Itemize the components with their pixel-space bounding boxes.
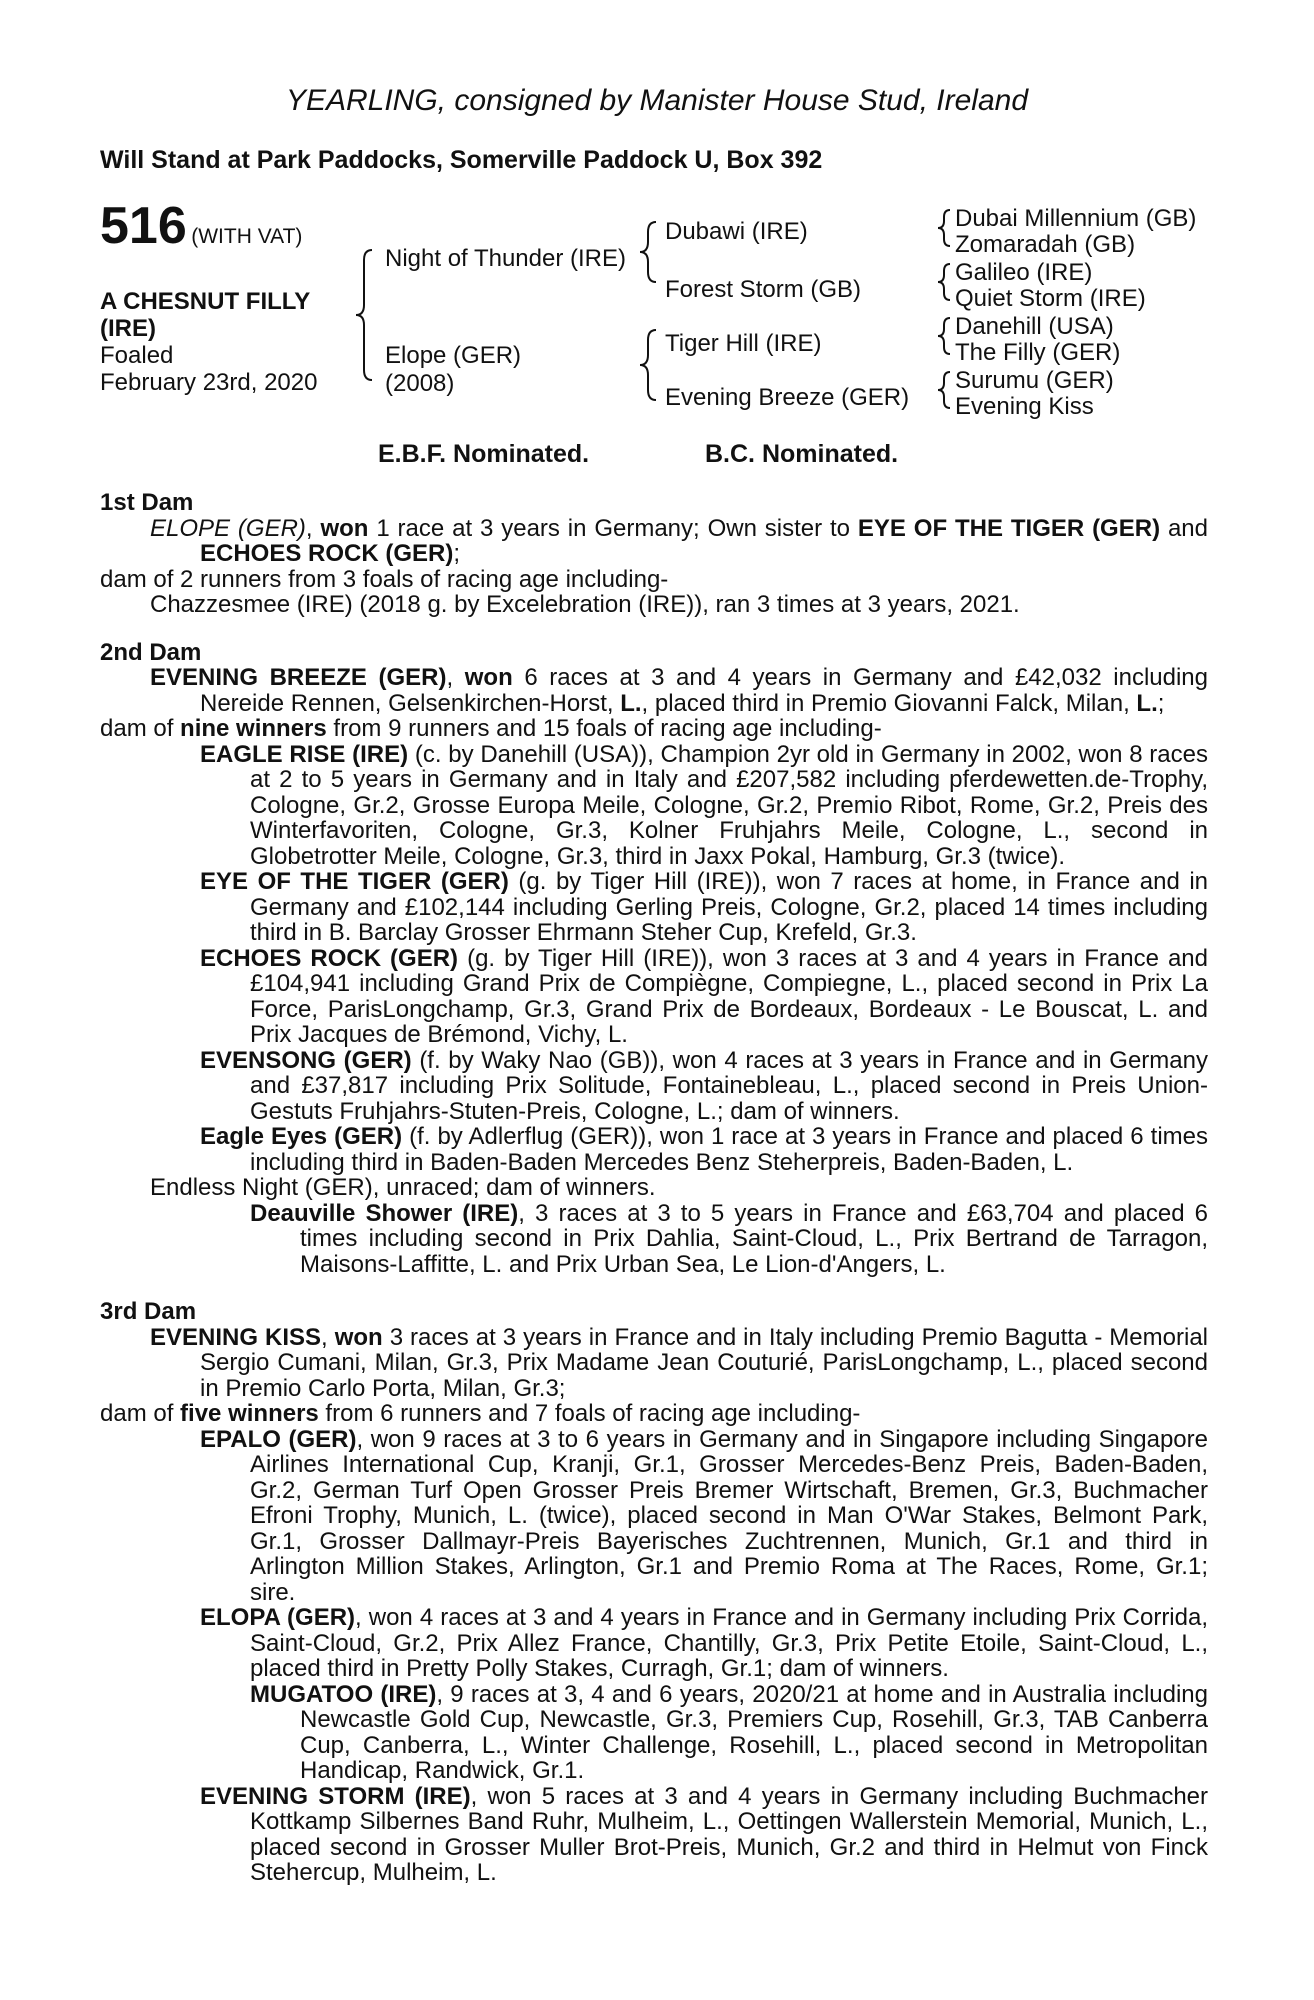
dam-year: (2008)	[385, 370, 455, 397]
produce-endless-night: Endless Night (GER), unraced; dam of winners.	[150, 1174, 656, 1201]
brace-ds	[938, 318, 950, 354]
first-dam-produce: dam of 2 runners from 3 foals of racing age including-	[100, 565, 669, 593]
brace-dd	[938, 372, 950, 408]
ssd: Zomaradah (GB)	[955, 231, 1136, 258]
produce-eagle-rise: EAGLE RISE (IRE) (c. by Danehill (USA)), Champion 2yr old in Germany in 2002, won 8 races at 2 to 5 years in Germany and in Italy and £207,582 including pferdewetten.de-Trophy, Cologne, Gr.2, Grosse Europa Meile, Cologne, Gr.2, Premio Ribot, Rome, Gr.2, Preis des Winterfavoriten, Cologne, Gr.3, Kolner Fruhjahrs Meile, Cologne, L., second in Globetrotter Meile, Cologne, Gr.3, third in Jaxx Pokal, Hamburg, Gr.3 (twice).	[200, 740, 1208, 870]
dds: Surumu (GER)	[955, 367, 1114, 394]
sire: Night of Thunder (IRE)	[385, 245, 626, 272]
brace-gen1	[356, 250, 372, 380]
second-dam-entry: EVENING BREEZE (GER), won 6 races at 3 and 4 years in Germany and £42,032 including Nereide Rennen, Gelsenkirchen-Horst, L., placed third in Premio Giovanni Falck, Milan, L.;	[150, 664, 1209, 717]
lot-number: 516	[100, 197, 187, 255]
dsd: The Filly (GER)	[955, 339, 1121, 366]
brace-ss	[938, 210, 950, 246]
dam-sire: Tiger Hill (IRE)	[665, 330, 822, 357]
bc-nominated: B.C. Nominated.	[705, 440, 899, 468]
brace-sire	[640, 222, 656, 282]
family-notes	[100, 490, 1208, 1886]
lot-desc-line2: (IRE)	[100, 315, 156, 342]
sss: Dubai Millennium (GB)	[955, 205, 1197, 232]
dam: Elope (GER)	[385, 342, 522, 369]
second-dam-produce: dam of nine winners from 9 runners and 15 foals of racing age including-	[100, 715, 882, 742]
sire-sire: Dubawi (IRE)	[665, 218, 808, 245]
produce-evening-storm: EVENING STORM (IRE), won 5 races at 3 and 4 years in Germany including Buchmacher Kottkamp Silbernes Band Ruhr, Mulheim, L., Oettingen Wallerstein Memorial, Munich, L., placed second in Grosser Muller Brot-Preis, Munich, Gr.2 and third in Helmut von Finck Stehercup, Mulheim, L.	[200, 1782, 1209, 1886]
ddd: Evening Kiss	[955, 393, 1094, 420]
third-dam-produce: dam of five winners from 6 runners and 7 foals of racing age including-	[100, 1400, 861, 1427]
consignor-heading: YEARLING, consigned by Manister House Stud, Ireland	[285, 84, 1029, 117]
produce-echoes-rock: ECHOES ROCK (GER) (g. by Tiger Hill (IRE)), won 3 races at 3 and 4 years in France and £104,941 including Grand Prix de Compiègne, Compiegne, L., placed second in Prix La Force, ParisLongchamp, Gr.3, Grand Prix de Bordeaux, Bordeaux - Le Bouscat, L. and Prix Jacques de Brémond, Vichy, L.	[200, 944, 1208, 1048]
produce-evensong: EVENSONG (GER) (f. by Waky Nao (GB)), won 4 races at 3 years in France and in Germany and £37,817 including Prix Solitude, Fontainebleau, L., placed second in Preis Union-Gestuts Fruhjahrs-Stuten-Preis, Cologne, L.; dam of winners.	[200, 1046, 1208, 1125]
brace-sd	[938, 264, 950, 300]
vat-label: (WITH VAT)	[191, 225, 303, 248]
lot-desc-line1: A CHESNUT FILLY	[100, 288, 311, 315]
third-dam-title: 3rd Dam	[100, 1298, 197, 1325]
dss: Danehill (USA)	[955, 313, 1114, 340]
produce-mugatoo: MUGATOO (IRE), 9 races at 3, 4 and 6 years, 2020/21 at home and in Australia including Newcastle Gold Cup, Newcastle, Gr.3, Premiers Cup, Rosehill, Gr.3, TAB Canberra Cup, Canberra, L., Winter Challenge, Rosehill, L., placed second in Metropolitan Handicap, Randwick, Gr.1.	[250, 1680, 1208, 1784]
runner-chazzesmee: Chazzesmee (IRE) (2018 g. by Excelebration (IRE)), ran 3 times at 3 years, 2021.	[150, 591, 1020, 618]
sdd: Quiet Storm (IRE)	[955, 285, 1146, 312]
produce-eye-of-the-tiger: EYE OF THE TIGER (GER) (g. by Tiger Hill (IRE)), won 7 races at home, in France and in Germany and £102,144 including Gerling Preis, Cologne, Gr.2, placed 14 times including third in B. Barclay Grosser Ehrmann Steher Cup, Krefeld, Gr.3.	[200, 868, 1209, 946]
first-dam-title: 1st Dam	[100, 489, 194, 516]
produce-eagle-eyes: Eagle Eyes (GER) (f. by Adlerflug (GER)), won 1 race at 3 years in France and placed 6 times including third in Baden-Baden Mercedes Benz Steherpreis, Baden-Baden, L.	[200, 1123, 1208, 1176]
brace-dam	[640, 330, 656, 400]
sds: Galileo (IRE)	[955, 259, 1093, 286]
produce-epalo: EPALO (GER), won 9 races at 3 to 6 years in Germany and in Singapore including Singapore Airlines International Cup, Kranji, Gr.1, Grosser Mercedes-Benz Preis, Baden-Baden, Gr.2, German Turf Open Grosser Preis Bremer Wirtschaft, Bremen, Gr.3, Buchmacher Efroni Trophy, Munich, L. (twice), placed second in Man O'War Stakes, Belmont Park, Gr.1, Grosser Dallmayr-Preis Bayerisches Zuchtrennen, Munich, Gr.1 and third in Arlington Million Stakes, Arlington, Gr.1 and Premio Roma at The Races, Rome, Gr.1; sire.	[200, 1425, 1208, 1606]
first-dam-name: ELOPE (GER)	[150, 514, 306, 542]
ebf-nominated: E.B.F. Nominated.	[378, 440, 590, 468]
produce-elopa: ELOPA (GER), won 4 races at 3 and 4 years in France and in Germany including Prix Corrida, Saint-Cloud, Gr.2, Prix Allez France, Chantilly, Gr.3, Prix Petite Etoile, Saint-Cloud, L., placed third in Pretty Polly Stakes, Curragh, Gr.1; dam of winners.	[200, 1604, 1209, 1682]
third-dam-entry: EVENING KISS, won 3 races at 3 years in France and in Italy including Premio Bagutta - Memorial Sergio Cumani, Milan, Gr.3, Prix Madame Jean Couturié, ParisLongchamp, L., placed second in Premio Carlo Porta, Milan, Gr.3;	[150, 1323, 1208, 1402]
first-dam-entry: ELOPE (GER), won 1 race at 3 years in Germany; Own sister to EYE OF THE TIGER (GER) and ECHOES ROCK (GER);	[150, 514, 1208, 567]
dam-dam: Evening Breeze (GER)	[665, 384, 910, 411]
produce-deauville-shower: Deauville Shower (IRE), 3 races at 3 to 5 years in France and £63,704 and placed 6 times including second in Prix Dahlia, Saint-Cloud, L., Prix Bertrand de Tarragon, Maisons-Laffitte, L. and Prix Urban Sea, Le Lion-d'Angers, L.	[250, 1199, 1208, 1278]
foaled-label: Foaled	[100, 342, 174, 369]
second-dam-title: 2nd Dam	[100, 638, 202, 666]
foaled-date: February 23rd, 2020	[100, 369, 318, 396]
stand-location: Will Stand at Park Paddocks, Somerville Paddock U, Box 392	[100, 146, 823, 174]
sire-dam: Forest Storm (GB)	[665, 276, 862, 303]
